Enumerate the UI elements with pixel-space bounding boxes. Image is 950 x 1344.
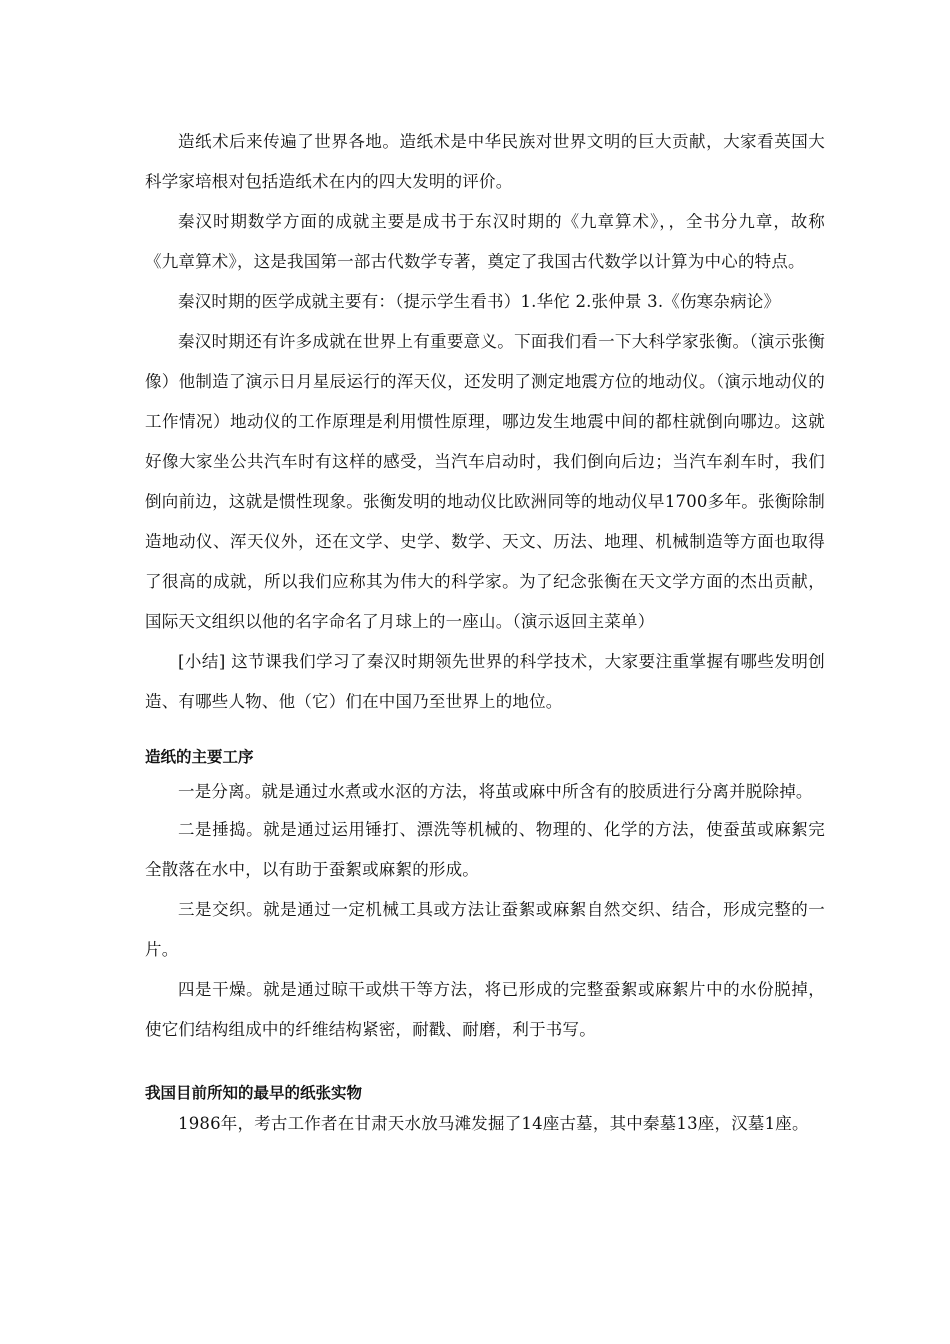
paragraph-step-pounding: 二是捶捣。就是通过运用锤打、漂洗等机械的、物理的、化学的方法，使蚕茧或麻絮完全散落在水中，以有助于蚕絮或麻絮的形成。	[145, 820, 825, 879]
paragraph-step-separation: 一是分离。就是通过水煮或水沤的方法，将茧或麻中所含有的胶质进行分离并脱除掉。	[178, 782, 813, 801]
paragraph-medical-achievements: 秦汉时期的医学成就主要有：（提示学生看书）1.华佗 2.张仲景 3.《伤寒杂病论》	[178, 292, 781, 311]
paragraph-math-achievements: 秦汉时期数学方面的成就主要是成书于东汉时期的《九章算术》，，全书分九章，故称《九章算术》，这是我国第一部古代数学专著，奠定了我国古代数学以计算为中心的特点。	[145, 212, 825, 271]
paragraph-summary: [小结] 这节课我们学习了秦汉时期领先世界的科学技术，大家要注重掌握有哪些发明创造、有哪些人物、他（它）们在中国乃至世界上的地位。	[145, 652, 825, 711]
paragraph-step-drying: 四是干燥。就是通过晾干或烘干等方法，将已形成的完整蚕絮或麻絮片中的水份脱掉，使它们结构组成中的纤维结构紧密，耐戳、耐磨，利于书写。	[145, 980, 825, 1039]
paragraph-fangmatan-excavation: 1986年，考古工作者在甘肃天水放马滩发掘了14座古墓，其中秦墓13座，汉墓1座。	[178, 1114, 809, 1133]
section-heading-earliest-paper: 我国目前所知的最早的纸张实物	[145, 1084, 363, 1102]
section-heading-papermaking-process: 造纸的主要工序	[145, 748, 254, 766]
paragraph-zhang-heng: 秦汉时期还有许多成就在世界上有重要意义。下面我们看一下大科学家张衡。（演示张衡像）他制造了演示日月星辰运行的浑天仪，还发明了测定地震方位的地动仪。（演示地动仪的工作情况）地动仪的工作原理是利用惯性原理，哪边发生地震中间的都柱就倒向哪边。这就好像大家坐公共汽车时有这样的感受，当汽车启动时，我们倒向后边；当汽车刹车时，我们倒向前边，这就是惯性现象。张衡发明的地动仪比欧洲同等的地动仪早1700多年。张衡除制造地动仪、浑天仪外，还在文学、史学、数学、天文、历法、地理、机械制造等方面也取得了很高的成就，所以我们应称其为伟大的科学家。为了纪念张衡在天文学方面的杰出贡献，国际天文组织以他的名字命名了月球上的一座山。（演示返回主菜单）	[145, 332, 825, 631]
paragraph-step-interweaving: 三是交织。就是通过一定机械工具或方法让蚕絮或麻絮自然交织、结合，形成完整的一片。	[145, 900, 825, 959]
paragraph-papermaking-spread: 造纸术后来传遍了世界各地。造纸术是中华民族对世界文明的巨大贡献，大家看英国大科学家培根对包括造纸术在内的四大发明的评价。	[145, 132, 825, 191]
document-page	[145, 122, 825, 1142]
